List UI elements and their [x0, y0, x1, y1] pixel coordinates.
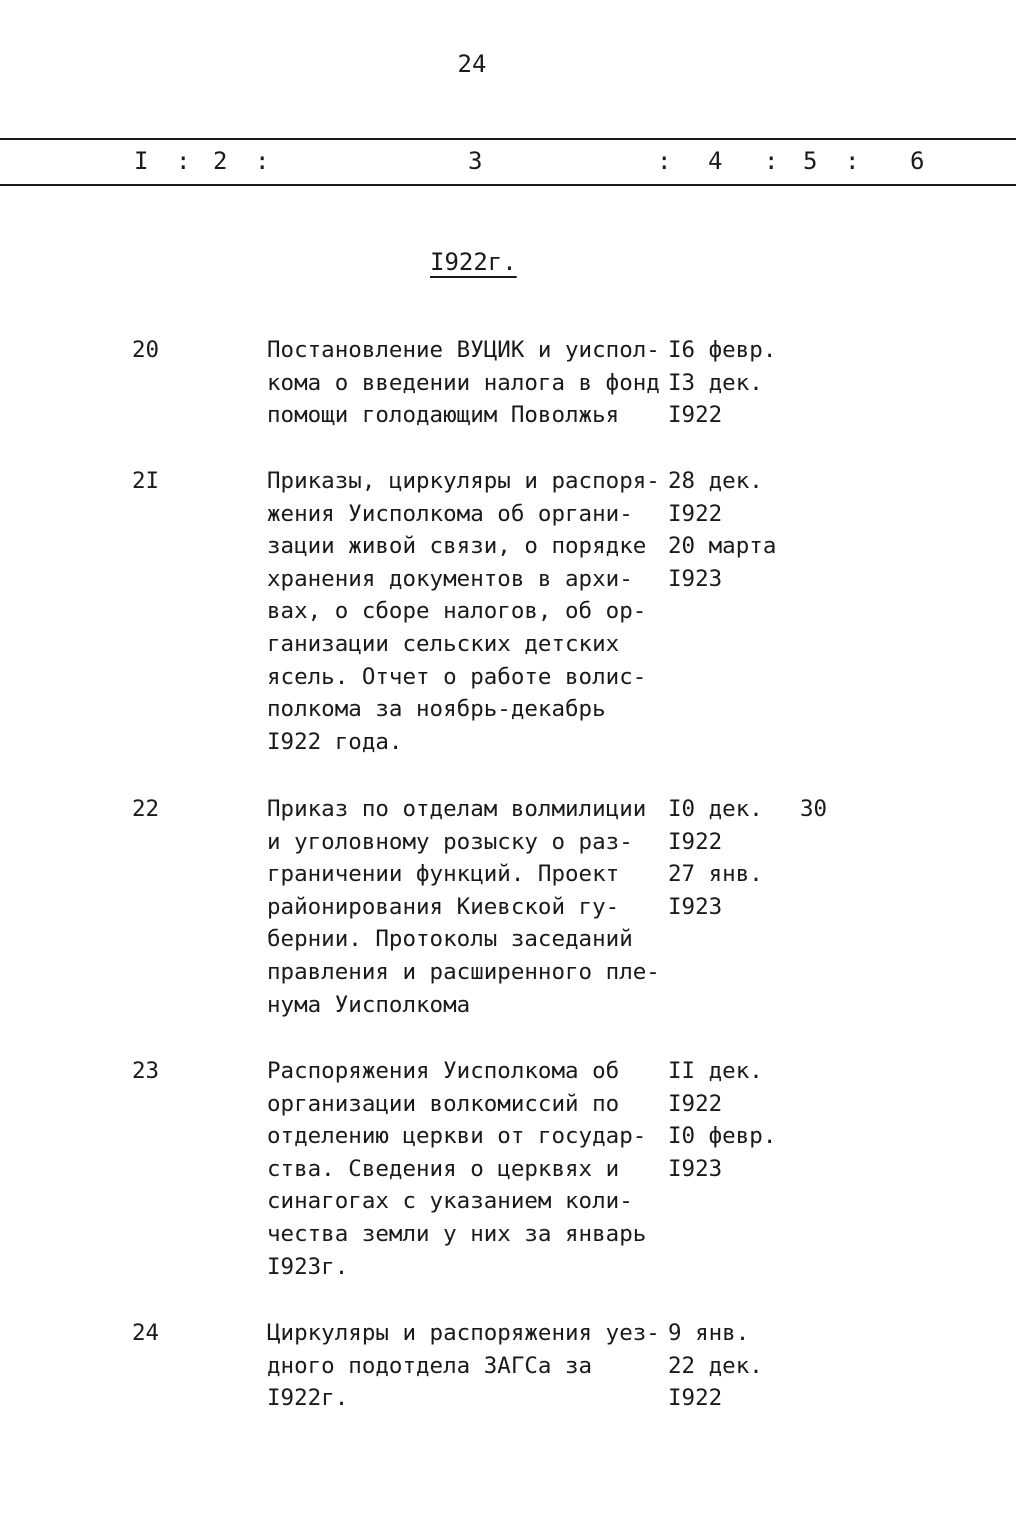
date-line: 9 янв. [668, 1320, 750, 1346]
date-line: I922 [668, 1090, 723, 1117]
header-separator: : [657, 147, 672, 175]
entry-description [267, 1317, 667, 1415]
header-separator: : [176, 147, 191, 175]
date-line: I923 [668, 1155, 723, 1182]
description-line: ства. Сведения о церквях и [267, 1155, 620, 1182]
entry-description [267, 334, 667, 432]
header-col-4: 4 [708, 147, 723, 175]
date-line: I0 февр. [668, 1123, 777, 1150]
page-number: 24 [457, 50, 487, 78]
description-line: Циркуляры и распоряжения уез- [267, 1320, 660, 1346]
date-line: I922 [668, 828, 723, 855]
header-top-rule [0, 138, 1016, 140]
header-col-2: 2 [213, 147, 228, 175]
date-line: 22 дек. [668, 1352, 763, 1379]
description-line: I923г. [267, 1253, 349, 1280]
entry-dates [668, 465, 808, 595]
description-line: чества земли у них за январь [267, 1220, 647, 1247]
description-line: Распоряжения Уисполкома об [267, 1058, 620, 1084]
header-separator: : [255, 147, 270, 175]
entry-page-count: 30 [800, 796, 828, 822]
date-line: I6 февр. [668, 337, 777, 363]
description-line: I922 года. [267, 728, 403, 755]
header-col-1: I [134, 147, 149, 175]
header-col-6: 6 [910, 147, 925, 175]
description-line: бернии. Протоколы заседаний [267, 926, 633, 953]
description-line: Приказы, циркуляры и распоря- [267, 468, 660, 494]
entry-number: 24 [132, 1320, 160, 1346]
date-line: I922 [668, 500, 723, 527]
description-line: организации волкомиссий по [267, 1090, 620, 1117]
description-line: I922г. [267, 1385, 349, 1412]
description-line: дного подотдела ЗАГСа за [267, 1352, 593, 1379]
header-bottom-rule [0, 184, 1016, 186]
description-line: правления и расширенного пле- [267, 958, 660, 985]
description-line: и уголовному розыску о раз- [267, 828, 633, 855]
description-line: граничении функций. Проект [267, 861, 620, 888]
date-line: 28 дек. [668, 468, 763, 494]
description-line: зации живой связи, о порядке [267, 533, 647, 560]
entry-description [267, 793, 667, 1021]
description-line: Приказ по отделам волмилиции [267, 796, 647, 822]
entry-dates [668, 334, 808, 432]
year-heading: I922г. [430, 248, 517, 276]
description-line: ясель. Отчет о работе волис- [267, 663, 647, 690]
entry-dates [668, 793, 808, 923]
date-line: I3 дек. [668, 369, 763, 396]
description-line: кома о введении налога в фонд [267, 369, 660, 396]
date-line: 27 янв. [668, 861, 763, 888]
header-separator: : [764, 147, 779, 175]
description-line: нума Уисполкома [267, 991, 471, 1018]
entry-number: 20 [132, 337, 160, 363]
description-line: отделению церкви от государ- [267, 1123, 647, 1150]
entry-number: 22 [132, 796, 160, 822]
description-line: ганизации сельских детских [267, 630, 620, 657]
date-line: 20 марта [668, 533, 777, 560]
entry-number: 2I [132, 468, 160, 494]
description-line: жения Уисполкома об органи- [267, 500, 633, 527]
date-line: I922 [668, 402, 723, 429]
date-line: I0 дек. [668, 796, 763, 822]
description-line: вах, о сборе налогов, об ор- [267, 598, 647, 625]
description-line: помощи голодающим Поволжья [267, 402, 620, 429]
entry-number: 23 [132, 1058, 160, 1084]
description-line: Постановление ВУЦИК и уиспол- [267, 337, 660, 363]
date-line: II дек. [668, 1058, 763, 1084]
entry-description [267, 1055, 667, 1283]
date-line: I923 [668, 893, 723, 920]
header-col-3: 3 [468, 147, 483, 175]
date-line: I922 [668, 1385, 723, 1412]
header-separator: : [845, 147, 860, 175]
entry-dates [668, 1055, 808, 1185]
description-line: хранения документов в архи- [267, 565, 633, 592]
entry-dates [668, 1317, 808, 1415]
description-line: синагогах с указанием коли- [267, 1188, 633, 1215]
date-line: I923 [668, 565, 723, 592]
header-col-5: 5 [803, 147, 818, 175]
description-line: районирования Киевской гу- [267, 893, 620, 920]
description-line: полкома за ноябрь-декабрь [267, 696, 606, 723]
entry-description [267, 465, 667, 758]
